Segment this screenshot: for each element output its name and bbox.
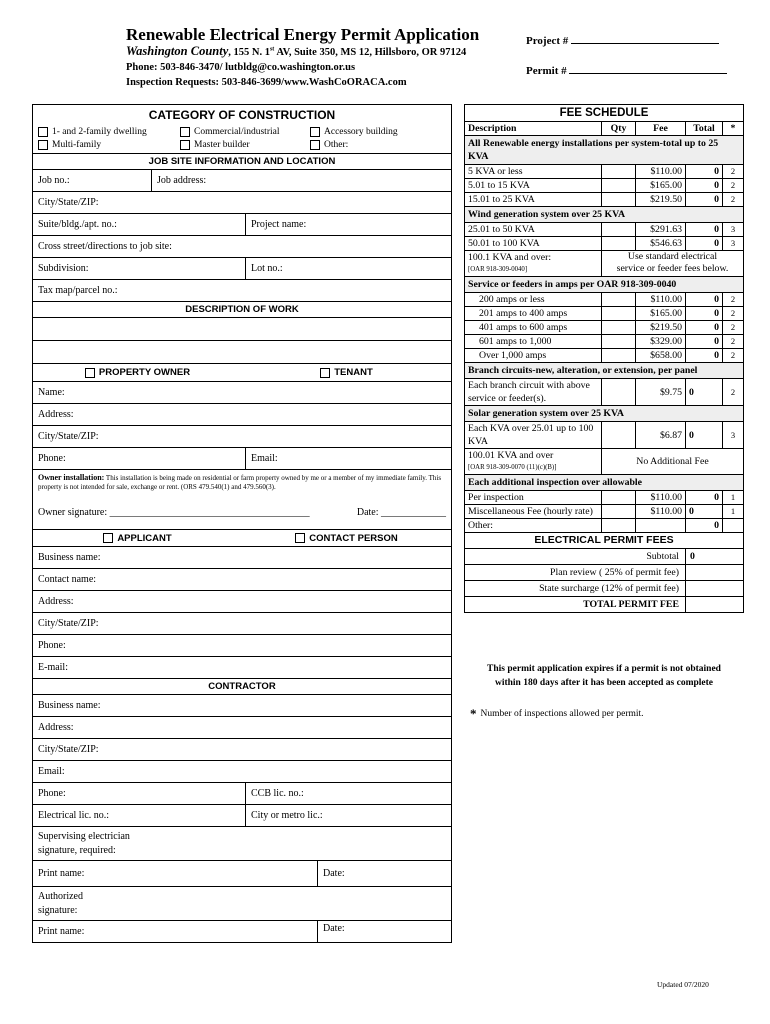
checkbox[interactable]	[310, 140, 320, 150]
permit-number-field[interactable]: Permit #	[526, 64, 727, 77]
fee-total: 0	[685, 321, 722, 334]
fee-category: Solar generation system over 25 KVA	[465, 405, 743, 421]
fee-row	[465, 334, 743, 348]
fee-rows-wind	[465, 222, 743, 250]
fee-total: 0	[685, 349, 722, 362]
tax-map-field[interactable]: Tax map/parcel no.:	[38, 285, 118, 297]
form-title: Renewable Electrical Energy Permit Application	[126, 25, 480, 44]
phone-line: Phone: 503-846-3470/ lutbldg@co.washington.or.us	[126, 62, 356, 73]
fee-amount: $546.63	[635, 237, 685, 250]
inspections-allowed: 2	[722, 307, 743, 320]
qty-input[interactable]	[601, 165, 635, 178]
checkbox[interactable]	[85, 368, 95, 378]
fee-schedule-title: FEE SCHEDULE	[465, 105, 743, 122]
fee-category: Wind generation system over 25 KVA	[465, 206, 743, 222]
inspection-line: Inspection Requests: 503-846-3699/www.WashCoORACA.com	[126, 77, 407, 88]
checkbox[interactable]	[103, 533, 113, 543]
fee-total: 0	[685, 307, 722, 320]
qty-input[interactable]	[601, 321, 635, 334]
suite-field[interactable]: Suite/bldg./apt. no.:	[38, 219, 117, 231]
fee-total: 0	[685, 237, 722, 250]
fee-row: Other: 0	[465, 518, 743, 532]
category-title: CATEGORY OF CONSTRUCTION	[33, 105, 451, 124]
tenant-option[interactable]: TENANT	[242, 364, 451, 381]
applicant-form	[32, 104, 452, 943]
jobsite-title: JOB SITE INFORMATION AND LOCATION	[33, 154, 451, 169]
qty-input[interactable]	[601, 223, 635, 236]
fee-amount: $219.50	[635, 321, 685, 334]
qty-input[interactable]	[601, 335, 635, 348]
fee-row	[465, 320, 743, 334]
fee-row: Each KVA over 25.01 up to 100 KVA $6.87 0 3	[465, 421, 743, 448]
surcharge-row: State surcharge (12% of permit fee)	[465, 580, 743, 596]
owner-city-field[interactable]: City/State/ZIP:	[38, 431, 99, 443]
fee-description: 25.01 to 50 KVA	[468, 224, 535, 235]
plan-review-row: Plan review ( 25% of permit fee)	[465, 564, 743, 580]
owner-date-field[interactable]: Date: _____________	[356, 507, 446, 519]
job-no-field[interactable]: Job no.:	[38, 175, 70, 187]
applicant-city-field[interactable]: City/State/ZIP:	[38, 618, 99, 630]
checkbox[interactable]	[180, 127, 190, 137]
fee-total: 0	[685, 193, 722, 206]
jobsite-city-field[interactable]: City/State/ZIP:	[38, 197, 99, 209]
owner-email-field[interactable]: Email:	[245, 448, 451, 469]
print-name-field[interactable]: Print name:	[38, 868, 85, 880]
fee-category: Branch circuits-new, alteration, or extension, per panel	[465, 362, 743, 378]
fee-total: 0	[685, 335, 722, 348]
category-options	[33, 124, 451, 153]
ccb-license-field[interactable]: CCB lic. no.:	[245, 783, 451, 804]
fee-row	[465, 348, 743, 362]
fee-row	[465, 292, 743, 306]
expiration-notice: This permit application expires if a permit is not obtained within 180 days after it has been accepted as complete	[487, 664, 721, 688]
county-address: Washington County, 155 N. 1st AV, Suite 350, MS 12, Hillsboro, OR 97124	[126, 44, 467, 58]
date-field[interactable]: Date:	[317, 861, 451, 886]
checkbox[interactable]	[310, 127, 320, 137]
owner-phone-field[interactable]: Phone:	[38, 453, 66, 465]
qty-input[interactable]	[601, 179, 635, 192]
checkbox[interactable]	[38, 127, 48, 137]
fee-category: Service or feeders in amps per OAR 918-309-0040	[465, 276, 743, 292]
inspections-allowed: 2	[722, 165, 743, 178]
fee-category: Each additional inspection over allowable	[465, 474, 743, 490]
fee-total: 0	[685, 165, 722, 178]
fee-description: 15.01 to 25 KVA	[468, 194, 535, 205]
fee-row	[465, 164, 743, 178]
fee-amount: $291.63	[635, 223, 685, 236]
qty-input[interactable]	[601, 237, 635, 250]
owner-installation-statement: Owner installation: This installation is being made on residential or farm property owned by me or a member of my immediate family. This property is not intended for sale, exchange or rent. (ORS 479.540(1) and 479.560(3).	[38, 473, 442, 492]
fee-description: 50.01 to 100 KVA	[468, 238, 540, 249]
electrical-license-field[interactable]: Electrical lic. no.:	[38, 810, 110, 822]
subtotal-row: Subtotal 0	[465, 548, 743, 564]
fee-total: 0	[685, 223, 722, 236]
cross-street-field[interactable]: Cross street/directions to job site:	[38, 241, 172, 253]
qty-input[interactable]	[601, 519, 635, 532]
qty-input[interactable]	[601, 422, 635, 448]
contractor-title: CONTRACTOR	[33, 679, 451, 694]
authorized-signature-field[interactable]: Authorized signature:	[38, 891, 83, 917]
applicant-business-field[interactable]: Business name:	[38, 552, 101, 564]
supervising-signature-field[interactable]: Supervising electrician signature, required:	[38, 831, 130, 857]
inspections-allowed: 2	[722, 335, 743, 348]
fee-description: 401 amps to 600 amps	[479, 322, 568, 333]
checkbox[interactable]	[38, 140, 48, 150]
fee-amount: $110.00	[635, 293, 685, 306]
subdivision-field[interactable]: Subdivision:	[38, 263, 89, 275]
work-description-line[interactable]	[33, 341, 451, 363]
fee-schedule	[464, 104, 744, 613]
total-fee-row: TOTAL PERMIT FEE	[465, 596, 743, 612]
fee-row	[465, 306, 743, 320]
owner-name-field[interactable]: Name:	[38, 387, 65, 399]
fee-row: 100.1 KVA and over: [OAR 918-309-0040] Use standard electrical service or feeder fees below.	[465, 250, 743, 276]
inspections-allowed: 2	[722, 293, 743, 306]
county-name: Washington County	[126, 44, 229, 58]
fee-rows-service	[465, 292, 743, 362]
qty-input[interactable]	[601, 491, 635, 504]
fee-row	[465, 178, 743, 192]
fee-amount: $329.00	[635, 335, 685, 348]
owner-address-field[interactable]: Address:	[38, 409, 74, 421]
inspections-allowed: 2	[722, 349, 743, 362]
fee-row	[465, 192, 743, 206]
contractor-business-field[interactable]: Business name:	[38, 700, 101, 712]
owner-signature-field[interactable]: Owner signature: ________________________________________	[38, 507, 310, 519]
inspections-allowed: 3	[722, 237, 743, 250]
applicant-option[interactable]: APPLICANT	[33, 530, 242, 546]
fee-row: Miscellaneous Fee (hourly rate) $110.00 0 1	[465, 504, 743, 518]
category-option[interactable]: 1- and 2-family dwelling	[38, 127, 180, 137]
contractor-email-field[interactable]: Email:	[38, 766, 65, 778]
fee-amount: $165.00	[635, 307, 685, 320]
qty-input[interactable]	[601, 193, 635, 206]
fee-description: Over 1,000 amps	[479, 350, 547, 361]
permit-fees-title: ELECTRICAL PERMIT FEES	[465, 532, 743, 548]
contractor-address-field[interactable]: Address:	[38, 722, 74, 734]
checkbox[interactable]	[295, 533, 305, 543]
fee-row	[465, 236, 743, 250]
city-license-field[interactable]: City or metro lic.:	[245, 805, 451, 826]
work-title: DESCRIPTION OF WORK	[33, 302, 451, 317]
category-option[interactable]: Multi-family	[38, 140, 180, 150]
contact-person-option[interactable]: CONTACT PERSON	[242, 530, 451, 546]
date-field[interactable]: Date:	[317, 921, 451, 942]
fee-description: 201 amps to 400 amps	[479, 308, 568, 319]
applicant-email-field[interactable]: E-mail:	[38, 662, 68, 674]
category-option[interactable]: Commercial/industrial	[180, 127, 310, 137]
fee-amount: $165.00	[635, 179, 685, 192]
fee-row: 100.01 KVA and over [OAR 918-309-0070 (11)(c)(B)] No Additional Fee	[465, 448, 743, 474]
applicant-address-field[interactable]: Address:	[38, 596, 74, 608]
form-header	[126, 26, 516, 90]
category-option[interactable]: Accessory building	[310, 127, 410, 137]
qty-input[interactable]	[601, 307, 635, 320]
contractor-city-field[interactable]: City/State/ZIP:	[38, 744, 99, 756]
inspection-note: * Number of inspections allowed per permit.	[470, 706, 644, 721]
fee-row: Each branch circuit with above service or feeder(s). $9.75 0 2	[465, 378, 743, 405]
fee-amount: $658.00	[635, 349, 685, 362]
fee-description: 601 amps to 1,000	[479, 336, 552, 347]
inspections-allowed: 2	[722, 321, 743, 334]
applicant-contact-field[interactable]: Contact name:	[38, 574, 97, 586]
applicant-phone-field[interactable]: Phone:	[38, 640, 66, 652]
fee-amount: $219.50	[635, 193, 685, 206]
fee-header-row: Description Qty Fee Total *	[465, 122, 743, 135]
fee-category: All Renewable energy installations per system-total up to 25 KVA	[465, 135, 743, 164]
project-name-field[interactable]: Project name:	[245, 214, 451, 235]
property-owner-option[interactable]: PROPERTY OWNER	[33, 364, 242, 381]
fee-row: Per inspection $110.00 0 1	[465, 490, 743, 504]
fee-description: 5.01 to 15 KVA	[468, 180, 530, 191]
project-number-field[interactable]: Project #	[526, 34, 719, 47]
qty-input[interactable]	[601, 379, 635, 405]
qty-input[interactable]	[601, 293, 635, 306]
updated-date: Updated 07/2020	[657, 980, 709, 989]
fee-description: 5 KVA or less	[468, 166, 523, 177]
category-option[interactable]: Other:	[310, 140, 410, 150]
fee-total: 0	[685, 179, 722, 192]
qty-input[interactable]	[601, 505, 635, 518]
inspections-allowed: 2	[722, 193, 743, 206]
checkbox[interactable]	[180, 140, 190, 150]
fee-rows-all	[465, 164, 743, 206]
inspections-allowed: 2	[722, 179, 743, 192]
fee-description: 200 amps or less	[479, 294, 545, 305]
fee-row	[465, 222, 743, 236]
category-option[interactable]: Master builder	[180, 140, 310, 150]
fee-amount: $110.00	[635, 165, 685, 178]
job-address-field[interactable]: Job address:	[151, 170, 451, 191]
lot-field[interactable]: Lot no.:	[245, 258, 451, 279]
inspections-allowed: 3	[722, 223, 743, 236]
checkbox[interactable]	[320, 368, 330, 378]
qty-input[interactable]	[601, 349, 635, 362]
work-description-line[interactable]	[33, 318, 451, 340]
contractor-phone-field[interactable]: Phone:	[38, 788, 66, 800]
print-name-field[interactable]: Print name:	[38, 926, 85, 938]
fee-total: 0	[685, 293, 722, 306]
